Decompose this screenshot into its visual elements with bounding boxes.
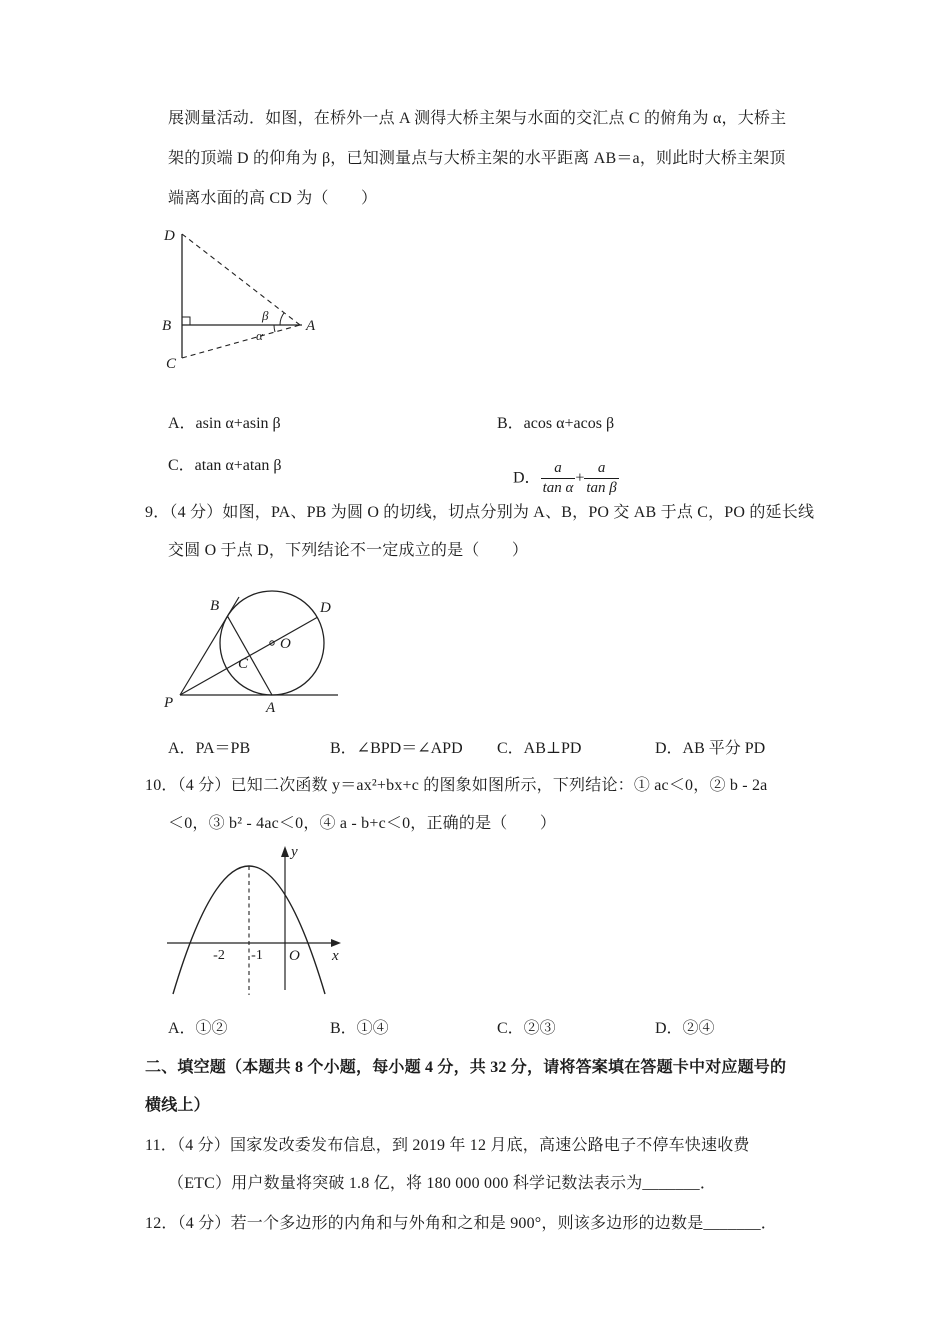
q8-text-line-3: 端离水面的高 CD 为（ ） — [168, 190, 378, 207]
angle-alpha-arc — [274, 325, 275, 332]
tick-label-minus-2: -2 — [213, 948, 225, 963]
q8-option-b: B．acos α+acos β — [497, 415, 615, 432]
origin-label-O: O — [289, 948, 300, 964]
parabola-figure — [155, 840, 355, 1015]
section-2-header-line-2: 横线上） — [145, 1097, 210, 1114]
fraction-numerator: a — [541, 460, 576, 479]
section-2-header-line-1: 二、填空题（本题共 8 个小题，每小题 4 分，共 32 分，请将答案填在答题卡中对应题号的 — [145, 1059, 787, 1076]
point-label-B: B — [210, 598, 220, 614]
q8-text-line-2: 架的顶端 D 的仰角为 β，已知测量点与大桥主架的水平距离 AB＝a，则此时大桥主架顶 — [168, 150, 786, 167]
q8-option-d-label: D． — [513, 469, 541, 487]
q10-text-line-2: ＜0，③ b² - 4ac＜0，④ a - b+c＜0，正确的是（ ） — [168, 815, 557, 832]
q8-option-a: A．asin α+asin β — [168, 415, 281, 432]
bridge-triangle-figure — [150, 222, 330, 377]
q11-text-line-2: （ETC）用户数量将突破 1.8 亿，将 180 000 000 科学记数法表示为_______． — [168, 1175, 717, 1192]
q9-option-a: A．PA＝PB — [168, 740, 251, 757]
q10-option-d: D．②④ — [655, 1020, 715, 1037]
q10-text-line-1: 10．（4 分）已知二次函数 y＝ax²+bx+c 的图象如图所示，下列结论：① ac＜0，② b - 2a — [145, 777, 768, 794]
q10-option-a: A．①② — [168, 1020, 228, 1037]
secant-PD — [180, 617, 317, 695]
q8-text-line-1: 展测量活动．如图，在桥外一点 A 测得大桥主架与水面的交汇点 C 的俯角为 α，大桥主 — [168, 110, 787, 127]
q10-option-c: C．②③ — [497, 1020, 556, 1037]
point-label-C: C — [238, 656, 249, 672]
point-label-P: P — [164, 695, 174, 711]
segment-DA-dashed — [182, 234, 300, 325]
q9-option-b: B．∠BPD＝∠APD — [330, 740, 463, 757]
point-label-A: A — [306, 318, 316, 334]
q9-option-d: D．AB 平分 PD — [655, 740, 766, 757]
q8-option-d-fraction-2 — [584, 460, 618, 498]
q11-text-line-1: 11．（4 分）国家发改委发布信息，到 2019 年 12 月底，高速公路电子不停车快速收费 — [145, 1137, 750, 1154]
fraction-numerator: a — [584, 460, 618, 479]
angle-beta-arc — [280, 313, 284, 325]
tangent-circle-figure — [150, 572, 350, 722]
angle-label-beta: β — [262, 308, 269, 323]
point-label-B: B — [162, 318, 172, 334]
q10-option-b: B．①④ — [330, 1020, 389, 1037]
point-label-D: D — [164, 228, 175, 244]
q9-text-line-2: 交圆 O 于点 D，下列结论不一定成立的是（ ） — [168, 542, 529, 559]
axis-label-y: y — [291, 844, 298, 860]
chord-BA — [228, 616, 273, 695]
point-label-D: D — [320, 600, 331, 616]
tick-label-minus-1: -1 — [251, 948, 263, 963]
point-label-A: A — [266, 700, 276, 716]
axis-label-x: x — [332, 948, 339, 964]
fraction-denominator: tan β — [586, 480, 617, 497]
q12-text-line-1: 12．（4 分）若一个多边形的内角和与外角和之和是 900°，则该多边形的边数是_______． — [145, 1215, 777, 1232]
angle-label-alpha: α — [256, 328, 263, 343]
q9-option-c: C．AB⊥PD — [497, 740, 582, 757]
point-label-C: C — [166, 356, 177, 372]
point-label-O: O — [280, 636, 291, 652]
fraction-denominator: tan α — [542, 480, 574, 497]
y-axis-arrow — [281, 846, 289, 857]
q8-option-d-fraction-1 — [541, 460, 576, 498]
q8-option-d-plus: + — [575, 469, 585, 487]
segment-CA-dashed — [182, 325, 300, 358]
right-angle-mark — [182, 317, 190, 325]
q9-text-line-1: 9．（4 分）如图，PA、PB 为圆 O 的切线，切点分别为 A、B，PO 交 AB 于点 C，PO 的延长线 — [145, 504, 815, 521]
q8-option-c: C．atan α+atan β — [168, 457, 282, 474]
x-axis-arrow — [331, 939, 341, 947]
